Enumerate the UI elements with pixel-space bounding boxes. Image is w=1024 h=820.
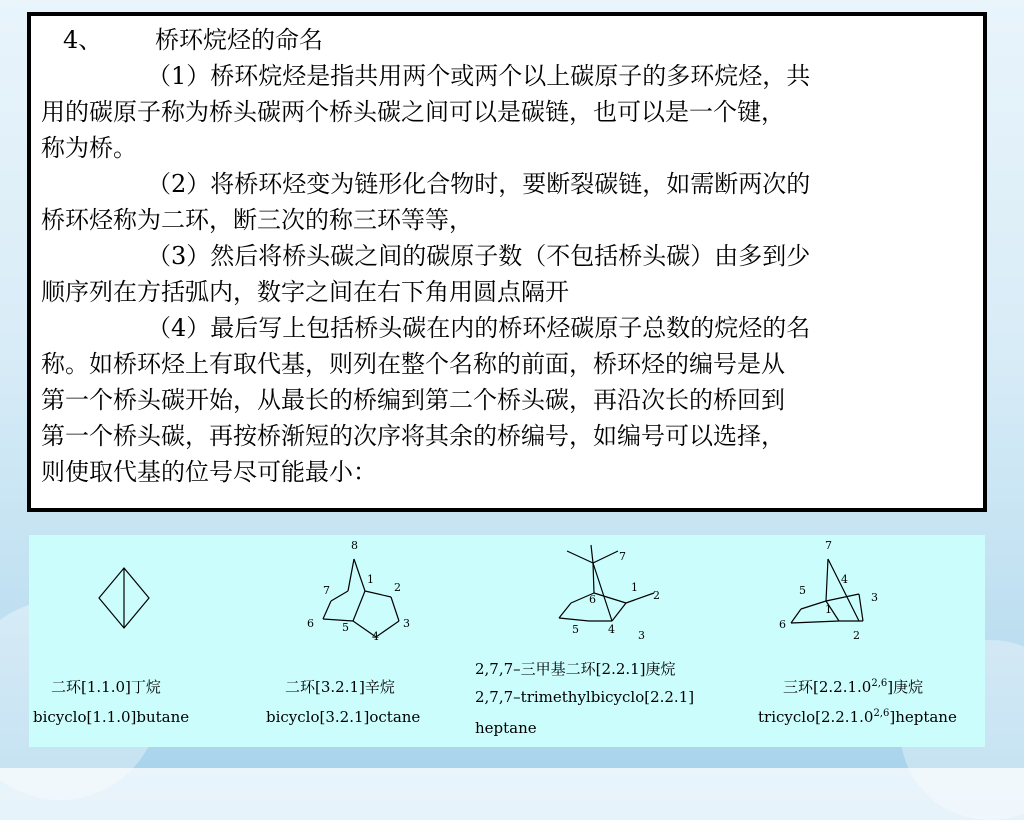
section-heading — [41, 22, 973, 58]
rule-3-line-1: （3）然后将桥头碳之间的碳原子数（不包括桥头碳）由多到少 — [147, 242, 811, 270]
rule-4-line-5: 则使取代基的位号尽可能最小： — [41, 458, 377, 486]
atom-label-4: 4 — [608, 623, 615, 636]
example-3-english-name-line-2: heptane — [475, 719, 537, 737]
bicyclooctane-structure — [301, 539, 421, 649]
example-2-chinese-name: 二环[3.2.1]辛烷 — [285, 678, 395, 696]
atom-label-8: 8 — [351, 539, 358, 552]
atom-label-3: 3 — [638, 629, 645, 642]
trimethylbicycloheptane-structure — [534, 543, 674, 648]
rule-4-line-3: 第一个桥头碳开始，从最长的桥编到第二个桥头碳，再沿次长的桥回到 — [41, 386, 785, 414]
example-1-english-name: bicyclo[1.1.0]butane — [33, 708, 190, 726]
atom-label-7: 7 — [825, 539, 832, 552]
atom-label-5: 5 — [799, 584, 806, 597]
atom-label-7: 7 — [323, 584, 330, 597]
rule-1-line-1: （1）桥环烷烃是指共用两个或两个以上碳原子的多环烷烃，共 — [147, 62, 811, 90]
rule-4-line-1: （4）最后写上包括桥头碳在内的桥环烃碳原子总数的烷烃的名 — [147, 314, 811, 342]
examples-panel — [29, 535, 985, 747]
atom-label-2: 2 — [394, 581, 401, 594]
atom-label-2: 2 — [653, 589, 660, 602]
rule-2-line-2: 桥环烃称为二环，断三次的称三环等等， — [41, 206, 473, 234]
rule-3-line-2: 顺序列在方括弧内，数字之间在右下角用圆点隔开 — [41, 278, 569, 306]
atom-label-3: 3 — [403, 617, 410, 630]
atom-label-7: 7 — [619, 550, 626, 563]
atom-label-2: 2 — [853, 629, 860, 642]
tricycloheptane-structure — [771, 539, 891, 649]
atom-label-6: 6 — [307, 617, 314, 630]
example-4-chinese-name-prefix: 三环[2.2.1.0 — [783, 678, 872, 696]
example-3-english-name-line-1: 2,7,7–trimethylbicyclo[2.2.1] — [475, 688, 695, 706]
atom-label-5: 5 — [572, 623, 579, 636]
atom-label-1: 1 — [631, 581, 638, 594]
example-4-english-name-suffix: ]heptane — [889, 708, 957, 726]
rule-4-line-2: 称。如桥环烃上有取代基，则列在整个名称的前面，桥环烃的编号是从 — [41, 350, 785, 378]
example-4-english-name — [758, 705, 957, 729]
atom-label-6: 6 — [589, 593, 596, 606]
atom-label-4: 4 — [841, 573, 848, 586]
atom-label-1: 1 — [825, 603, 832, 616]
text-panel — [27, 12, 987, 512]
example-4-chinese-name-superscript: 2,6 — [871, 678, 888, 689]
atom-label-5: 5 — [342, 621, 349, 634]
rule-2-line-1: （2）将桥环烃变为链形化合物时，要断裂碳链，如需断两次的 — [147, 170, 811, 198]
section-title: 桥环烷烃的命名 — [155, 26, 323, 54]
example-4-chinese-name-suffix: ]庚烷 — [887, 678, 924, 696]
example-1-chinese-name: 二环[1.1.0]丁烷 — [51, 678, 161, 696]
rule-4-line-4: 第一个桥头碳，再按桥渐短的次序将其余的桥编号，如编号可以选择， — [41, 422, 785, 450]
example-4-english-name-superscript: 2,6 — [873, 708, 890, 719]
rule-1-line-2: 用的碳原子称为桥头碳两个桥头碳之间可以是碳链，也可以是一个键， — [41, 98, 785, 126]
example-4-english-name-prefix: tricyclo[2.2.1.0 — [758, 708, 874, 726]
example-4-chinese-name — [783, 675, 923, 699]
example-3-chinese-name: 2,7,7–三甲基二环[2.2.1]庚烷 — [475, 660, 676, 678]
atom-label-6: 6 — [779, 618, 786, 631]
bicyclobutane-structure — [89, 563, 159, 633]
atom-label-4: 4 — [372, 630, 379, 643]
example-2-english-name: bicyclo[3.2.1]octane — [266, 708, 421, 726]
atom-label-3: 3 — [871, 591, 878, 604]
section-number: 4、 — [63, 26, 103, 54]
atom-label-1: 1 — [367, 573, 374, 586]
rule-1-line-3: 称为桥。 — [41, 134, 137, 162]
